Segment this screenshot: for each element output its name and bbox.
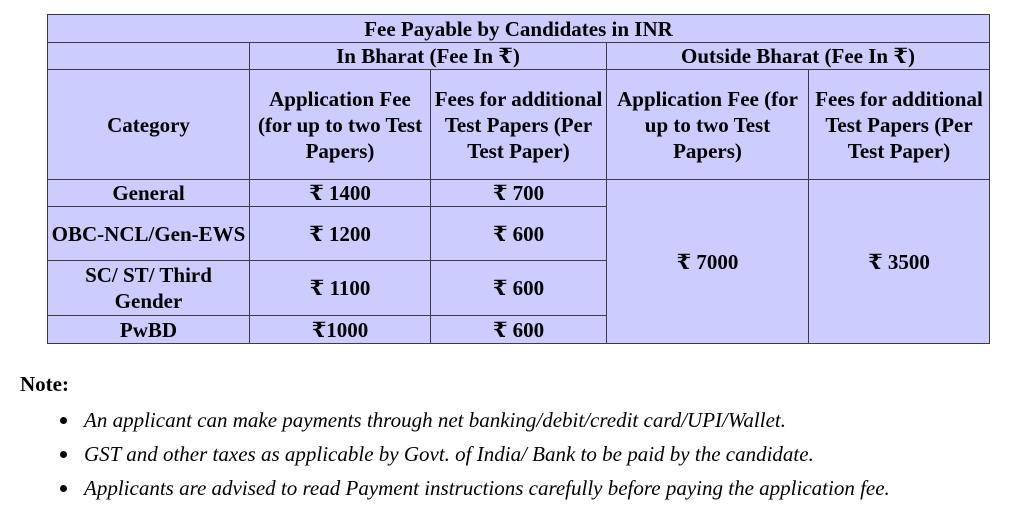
region-outside-bharat: Outside Bharat (Fee In ₹) [607, 43, 990, 70]
in-app-fee-cell: ₹1000 [250, 316, 431, 344]
region-in-bharat: In Bharat (Fee In ₹) [250, 43, 607, 70]
in-app-fee-cell: ₹ 1100 [250, 261, 431, 316]
note-text: An applicant can make payments through net banking/debit/credit card/UPI/Wallet. [84, 408, 787, 432]
outside-app-fee-cell: ₹ 7000 [607, 180, 809, 344]
note-item [60, 439, 890, 473]
bullet-icon [60, 417, 67, 424]
in-additional-fee-cell: ₹ 600 [431, 316, 607, 344]
bullet-icon [60, 451, 67, 458]
header-out-app-fee: Application Fee (for up to two Test Papers) [607, 70, 809, 180]
category-cell: SC/ ST/ Third Gender [48, 261, 250, 316]
note-label: Note: [20, 372, 69, 396]
in-additional-fee-cell: ₹ 700 [431, 180, 607, 207]
note-text: Applicants are advised to read Payment instructions carefully before paying the application fee. [84, 476, 890, 500]
in-app-fee-cell: ₹ 1200 [250, 207, 431, 261]
in-additional-fee-cell: ₹ 600 [431, 261, 607, 316]
notes-list [60, 405, 890, 507]
table-title: Fee Payable by Candidates in INR [48, 15, 990, 43]
note-text: GST and other taxes as applicable by Govt. of India/ Bank to be paid by the candidate. [84, 442, 814, 466]
in-additional-fee-cell: ₹ 600 [431, 207, 607, 261]
category-cell: OBC-NCL/Gen-EWS [48, 207, 250, 261]
header-in-additional-fee: Fees for additional Test Papers (Per Test Paper) [431, 70, 607, 180]
header-out-additional-fee: Fees for additional Test Papers (Per Test Paper) [809, 70, 990, 180]
fee-table [47, 14, 990, 344]
bullet-icon [60, 485, 67, 492]
in-app-fee-cell: ₹ 1400 [250, 180, 431, 207]
category-cell: General [48, 180, 250, 207]
note-item [60, 473, 890, 507]
header-in-app-fee: Application Fee (for up to two Test Papers) [250, 70, 431, 180]
outside-additional-fee-cell: ₹ 3500 [809, 180, 990, 344]
blank-header-cell [48, 43, 250, 70]
category-cell: PwBD [48, 316, 250, 344]
note-item [60, 405, 890, 439]
header-category: Category [48, 70, 250, 180]
table-row [48, 180, 990, 207]
